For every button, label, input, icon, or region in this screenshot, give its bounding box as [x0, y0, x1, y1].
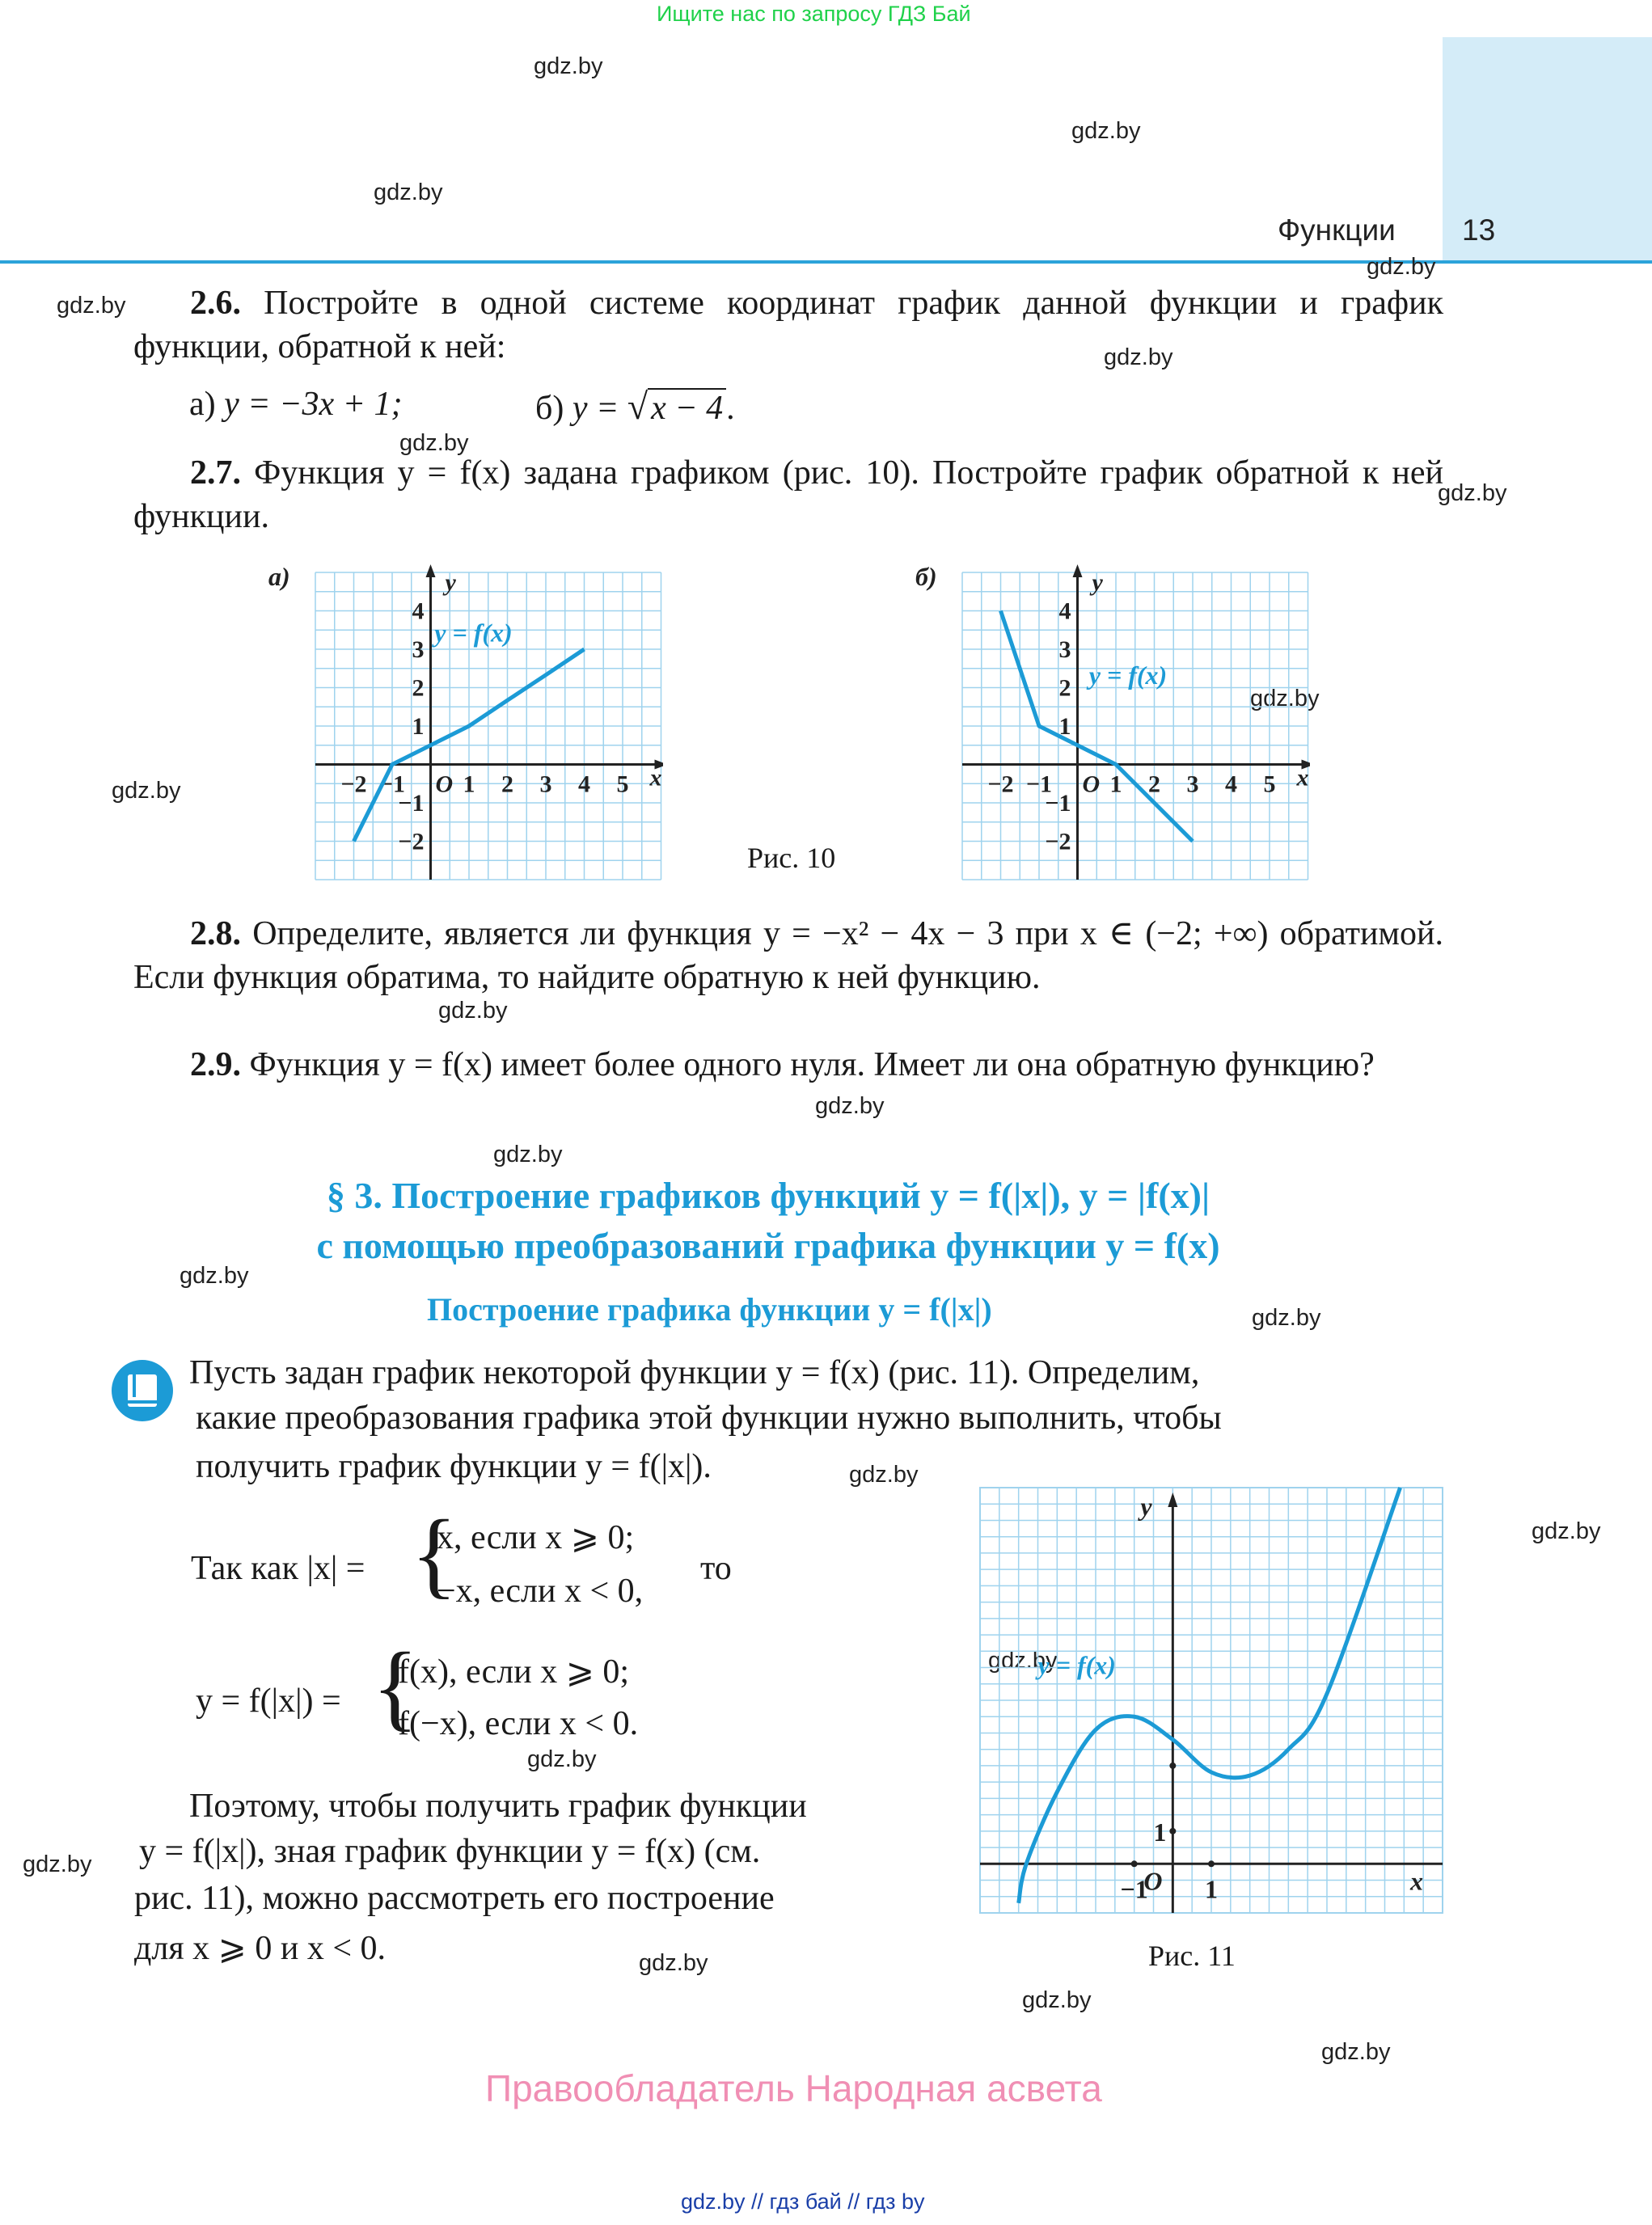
y-tick-label: 4 [412, 597, 425, 625]
exercise-number: 2.7. [190, 454, 241, 492]
figure-10-caption: Рис. 10 [747, 842, 836, 874]
x-tick-label: 2 [1148, 771, 1160, 798]
conclusion-line-2: y = f(|x|), зная график функции y = f(x) (см. [139, 1833, 761, 1870]
x-axis-label: x [649, 764, 662, 792]
watermark: gdz.by [399, 430, 469, 456]
item-label: б) [535, 390, 564, 427]
y-tick-label: −1 [1045, 790, 1071, 817]
abs-definition-lead: Так как |x| = [191, 1550, 365, 1587]
figure-10b [906, 558, 1310, 889]
watermark: gdz.by [438, 998, 508, 1024]
y-tick-label: 1 [1058, 713, 1071, 740]
watermark: gdz.by [534, 53, 603, 79]
x-tick-label: 4 [1225, 771, 1237, 798]
watermark: gdz.by [493, 1142, 563, 1167]
section-subtitle: Построение графика функции y = f(|x|) [427, 1291, 992, 1328]
piecewise-lead: y = f(|x|) = [196, 1682, 341, 1720]
exercise-2-8 [133, 912, 1443, 999]
watermark: gdz.by [639, 1950, 708, 1976]
y-axis-label: y [1092, 569, 1103, 596]
theory-intro-line-2: какие преобразования графика этой функции нужно выполнить, чтобы [196, 1400, 1222, 1437]
formula: y = −3x + 1; [224, 386, 403, 423]
book-icon [110, 1358, 175, 1423]
series-label: y = f(x) [1037, 1650, 1116, 1680]
exercise-2-6-b [535, 385, 735, 428]
x-tick-label: −2 [340, 771, 367, 798]
y-tick-label: −2 [398, 828, 425, 855]
x-tick-label: 2 [501, 771, 513, 798]
rights-holder: Правообладатель Народная асвета [485, 2067, 1102, 2109]
exercise-2-6 [133, 281, 1443, 369]
tick-dot [1169, 1828, 1176, 1834]
tick-dot [1131, 1860, 1138, 1867]
watermark: gdz.by [815, 1093, 885, 1119]
watermark: gdz.by [1071, 118, 1141, 144]
watermark: gdz.by [1321, 2039, 1391, 2065]
exercise-number: 2.8. [190, 915, 241, 952]
x-tick-label: 1 [1109, 771, 1122, 798]
item-label: а) [189, 386, 216, 423]
panel-label: б) [915, 562, 937, 591]
watermark: gdz.by [374, 179, 443, 205]
figure-11 [978, 1486, 1444, 1915]
running-header-section: Функции [1278, 213, 1396, 247]
y-tick-label: 3 [412, 636, 425, 663]
series-label: y = f(x) [434, 618, 513, 648]
y-axis-arrow [1168, 1492, 1177, 1507]
exercise-2-9 [133, 1043, 1443, 1087]
exercise-number: 2.9. [190, 1046, 241, 1083]
exercise-text: Функция y = f(x) задана графиком (рис. 10). Постройте график обратной к ней функции. [133, 454, 1443, 535]
y-tick-label: −2 [1045, 828, 1071, 855]
footer-links[interactable]: gdz.by // гдз бай // гдз by [681, 2189, 925, 2214]
piecewise-case-2: f(−x), если x < 0. [398, 1705, 639, 1742]
exercise-text: Постройте в одной системе координат график данной функции и график функции, обратной к ней: [133, 285, 1444, 365]
watermark: gdz.by [1367, 254, 1436, 280]
x-tick-label: −1 [1025, 771, 1053, 798]
watermark: gdz.by [1438, 480, 1507, 506]
y-tick-label: 2 [412, 674, 425, 702]
origin-label: O [1143, 1866, 1163, 1896]
abs-case-2: −x, если x < 0, [437, 1573, 644, 1610]
section-title-line-2: с помощью преобразований графика функции y = f(x) [316, 1225, 1220, 1266]
watermark: gdz.by [1252, 1305, 1321, 1331]
top-banner[interactable]: Ищите нас по запросу ГДЗ Бай [657, 2, 971, 26]
y-axis-arrow [426, 564, 436, 577]
tick-dot [1208, 1860, 1215, 1867]
y-tick-label: 4 [1058, 597, 1071, 625]
watermark: gdz.by [849, 1462, 919, 1488]
brace: { [372, 1632, 419, 1740]
section-title-line-1: § 3. Построение графиков функций y = f(|x|), y = |f(x)| [326, 1175, 1210, 1216]
brace: { [411, 1500, 458, 1607]
watermark: gdz.by [1250, 686, 1320, 711]
formula: y = [572, 390, 619, 427]
watermark: gdz.by [180, 1263, 249, 1289]
tick-dot [1169, 1763, 1176, 1769]
x-tick-label: 4 [578, 771, 590, 798]
y-tick-label: 3 [1058, 636, 1071, 663]
y-axis-label: y [445, 569, 456, 596]
y-tick-label: 1 [412, 713, 425, 740]
exercise-number: 2.6. [190, 285, 241, 322]
x-tick-label: 3 [1186, 771, 1199, 798]
conclusion-line-3: рис. 11), можно рассмотреть его построение [134, 1880, 775, 1917]
x-tick-label: 5 [1263, 771, 1276, 798]
watermark: gdz.by [57, 293, 126, 319]
watermark: gdz.by [112, 778, 181, 804]
piecewise-case-1: f(x), если x ⩾ 0; [398, 1653, 630, 1691]
conclusion-line-4: для x ⩾ 0 и x < 0. [134, 1930, 387, 1967]
watermark: gdz.by [988, 1648, 1058, 1674]
watermark: gdz.by [527, 1746, 597, 1772]
series-label: y = f(x) [1088, 660, 1168, 690]
page-number: 13 [1462, 213, 1496, 247]
period: . [726, 390, 735, 427]
abs-tail: то [700, 1550, 732, 1587]
x-tick-label: 1 [463, 771, 475, 798]
exercise-2-6-a [189, 385, 402, 424]
x-axis-label: x [1410, 1866, 1423, 1896]
origin-label: O [435, 771, 454, 798]
x-axis-label: x [1296, 764, 1309, 792]
panel-label: а) [268, 562, 290, 591]
y-tick-label: 1 [1153, 1817, 1167, 1847]
x-tick-label: −1 [1120, 1874, 1148, 1904]
exercise-2-7 [133, 451, 1443, 538]
exercise-text: Определите, является ли функция y = −x² − 4x − 3 при x ∈ (−2; +∞) обратимой. Если функция обратима, то найдите обратную к ней функцию. [133, 915, 1443, 996]
watermark: gdz.by [1104, 344, 1173, 370]
y-tick-label: −1 [398, 790, 425, 817]
conclusion-line-1: Поэтому, чтобы получить график функции [189, 1788, 807, 1825]
watermark: gdz.by [1532, 1518, 1601, 1544]
exercise-text: Функция y = f(x) имеет более одного нуля. Имеет ли она обратную функцию? [249, 1046, 1375, 1083]
origin-label: O [1082, 771, 1101, 798]
abs-case-1: x, если x ⩾ 0; [437, 1519, 635, 1556]
x-tick-label: 3 [539, 771, 552, 798]
x-tick-label: −2 [987, 771, 1014, 798]
sqrt-sign: √ [627, 386, 649, 427]
theory-intro-line-1: Пусть задан график некоторой функции y = f(x) (рис. 11). Определим, [189, 1354, 1200, 1391]
figure-10a [259, 558, 663, 889]
theory-intro-line-3: получить график функции y = f(|x|). [196, 1448, 712, 1485]
figure-11-caption: Рис. 11 [1148, 1940, 1236, 1972]
y-axis-arrow [1073, 564, 1083, 577]
x-tick-label: 1 [1205, 1874, 1218, 1904]
x-tick-label: 5 [616, 771, 629, 798]
radicand: x − 4 [648, 388, 726, 427]
watermark: gdz.by [23, 1851, 92, 1877]
x-tick-label: −1 [378, 771, 406, 798]
y-tick-label: 2 [1058, 674, 1071, 702]
watermark: gdz.by [1022, 1987, 1092, 2013]
y-axis-label: y [1140, 1492, 1152, 1521]
